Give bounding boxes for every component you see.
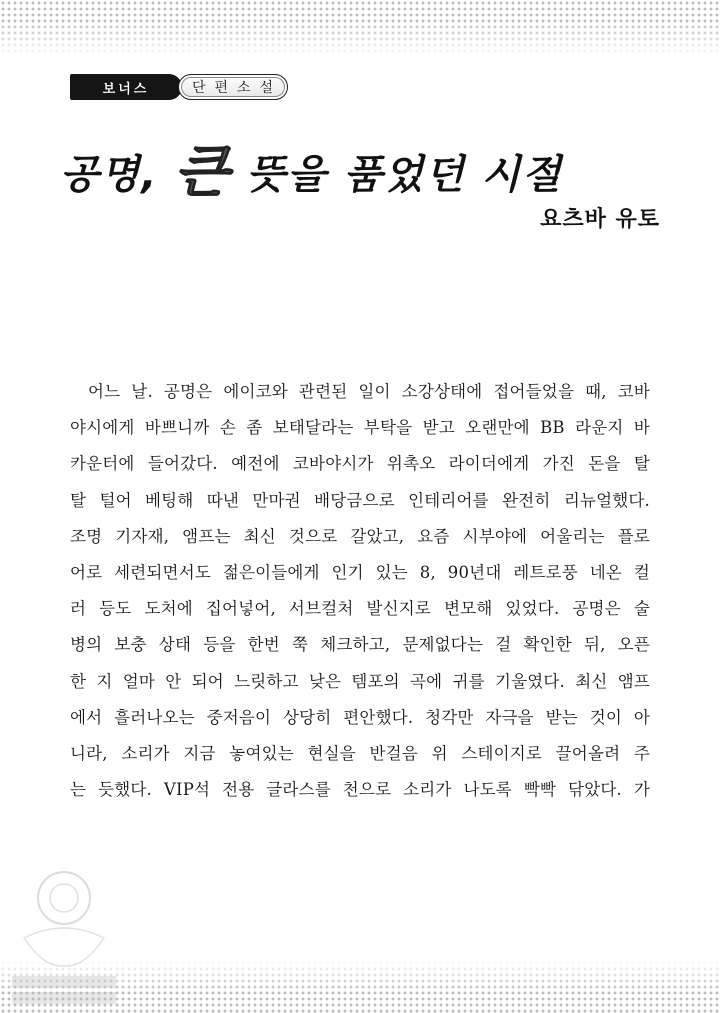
decorative-dot-border-top	[0, 0, 720, 58]
title-emphasis: 큰	[174, 140, 231, 205]
banner-tag: 단편소설	[178, 74, 288, 100]
story-title	[60, 128, 680, 208]
body-line: 카운터에 들어갔다. 예전에 코바야시가 위촉오 라이더에게 가진 돈을 탈	[70, 454, 650, 474]
category-banner	[70, 74, 288, 100]
body-line: 에서 흘러나오는 중저음이 상당히 편안했다. 청각만 자극을 받는 것이 아	[70, 707, 650, 727]
body-line: 어느 날. 공명은 에이코와 관련된 일이 소강상태에 접어들었을 때, 코바	[88, 382, 650, 401]
body-line: 탈 털어 베팅해 따낸 만마권 배당금으로 인테리어를 완전히 리뉴얼했다.	[70, 490, 650, 510]
body-line: 병의 보충 상태 등을 한번 쭉 체크하고, 문제없다는 걸 확인한 뒤, 오픈	[70, 635, 650, 655]
banner-label: 보너스	[70, 74, 182, 100]
title-part-1: 공명,	[60, 152, 159, 198]
body-text	[70, 374, 650, 808]
author-name: 요츠바 유토	[540, 207, 660, 232]
body-line: 한 지 얼마 안 되어 느릿하고 낮은 템포의 곡에 귀를 기울였다. 최신 앰프	[70, 671, 650, 691]
body-line: 러 등도 도처에 집어넣어, 서브컬처 발신지로 변모해 있었다. 공명은 술	[70, 599, 650, 619]
body-line: 조명 기자재, 앰프는 최신 것으로 갈았고, 요즘 시부야에 어울리는 플로	[70, 526, 650, 546]
title-part-2: 뜻을 품었던 시절	[246, 152, 563, 198]
body-line: 어로 세련되면서도 젊은이들에게 인기 있는 8, 90년대 레트로풍 네온 컬	[70, 562, 650, 582]
body-line: 야시에게 바쁘니까 손 좀 보태달라는 부탁을 받고 오랜만에 BB 라운지 바	[70, 418, 650, 438]
body-line: 니라, 소리가 지금 놓여있는 현실을 반걸음 위 스테이지로 끌어올려 주	[70, 743, 650, 763]
watermark-logo	[4, 858, 124, 1008]
body-line: 는 듯했다. VIP석 전용 글라스를 천으로 소리가 나도록 빡빡 닦았다. 가	[70, 780, 650, 800]
